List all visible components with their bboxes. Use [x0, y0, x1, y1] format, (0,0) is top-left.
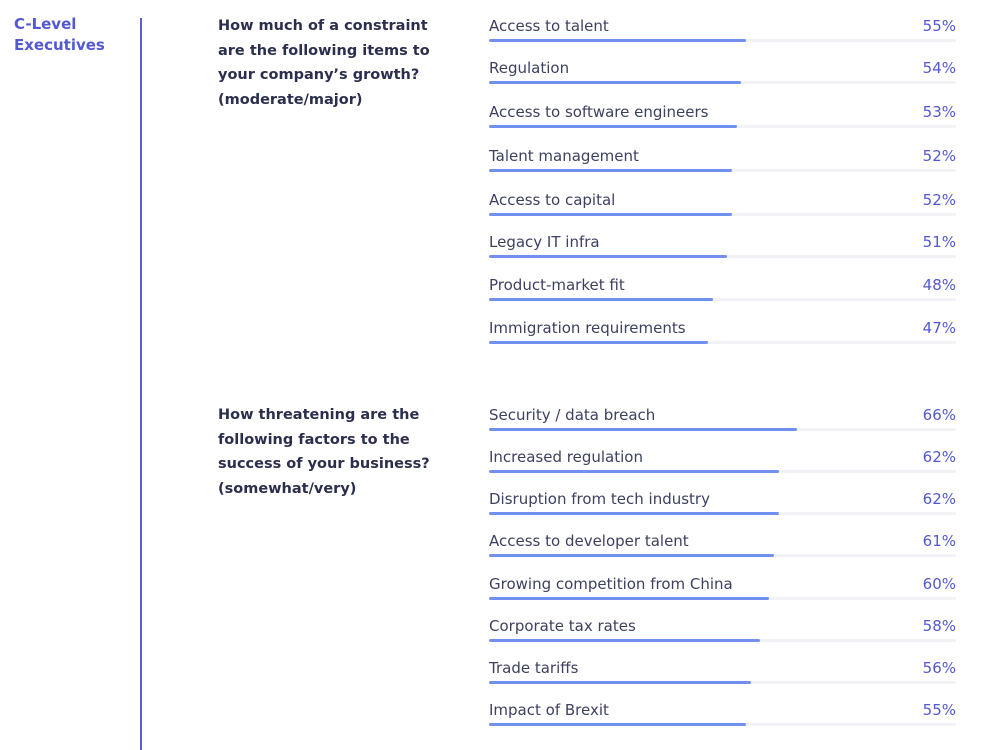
threat-category-label: Growing competition from China — [489, 575, 733, 593]
threat-bar — [489, 681, 751, 684]
constraint-value-label: 52% — [922, 191, 956, 209]
threat-category-label: Trade tariffs — [489, 659, 579, 677]
constraint-row — [489, 102, 956, 144]
threat-row — [489, 447, 956, 489]
constraint-category-label: Access to talent — [489, 17, 609, 35]
constraint-row — [489, 318, 956, 360]
threat-bar — [489, 639, 760, 642]
constraint-category-label: Immigration requirements — [489, 319, 686, 337]
threat-bar — [489, 512, 779, 515]
constraint-bar-track — [489, 298, 956, 301]
threat-category-label: Corporate tax rates — [489, 617, 636, 635]
constraint-bar — [489, 125, 737, 128]
threat-bar — [489, 554, 774, 557]
constraint-category-label: Regulation — [489, 59, 570, 77]
threat-row — [489, 574, 956, 616]
threat-value-label: 60% — [922, 575, 956, 593]
constraint-bar — [489, 81, 741, 84]
constraint-category-label: Talent management — [489, 147, 639, 165]
threat-bar-track — [489, 470, 956, 473]
threat-value-label: 62% — [922, 448, 956, 466]
constraint-bar — [489, 255, 727, 258]
threat-category-label: Access to developer talent — [489, 532, 689, 550]
sidebar-label: C-Level Executives — [14, 15, 105, 54]
constraint-category-label: Product-market fit — [489, 276, 625, 294]
constraint-bar-track — [489, 125, 956, 128]
constraint-bar — [489, 298, 713, 301]
threat-bar — [489, 723, 746, 726]
question-constraints: How much of a constraint are the following items to your company’s growth? (moderate/major) — [218, 18, 430, 108]
threat-row — [489, 700, 956, 742]
constraint-row — [489, 275, 956, 317]
constraint-bar — [489, 213, 732, 216]
constraint-value-label: 52% — [922, 147, 956, 165]
threat-value-label: 56% — [922, 659, 956, 677]
constraint-row — [489, 58, 956, 100]
constraint-row — [489, 190, 956, 232]
threat-bar-track — [489, 597, 956, 600]
threat-category-label: Disruption from tech industry — [489, 490, 710, 508]
constraint-value-label: 51% — [922, 233, 956, 251]
constraint-bar — [489, 341, 708, 344]
threat-bar-track — [489, 554, 956, 557]
constraint-value-label: 47% — [922, 319, 956, 337]
constraint-bar-track — [489, 213, 956, 216]
threat-value-label: 55% — [922, 701, 956, 719]
constraint-value-label: 55% — [922, 17, 956, 35]
constraint-bar-track — [489, 39, 956, 42]
threat-value-label: 66% — [922, 406, 956, 424]
threat-row — [489, 616, 956, 658]
constraint-bar — [489, 169, 732, 172]
constraint-bar-track — [489, 255, 956, 258]
threat-bar — [489, 597, 769, 600]
constraint-bar-track — [489, 81, 956, 84]
threat-bar-track — [489, 512, 956, 515]
question-threats: How threatening are the following factors to the success of your business? (somewhat/very) — [218, 407, 430, 497]
constraint-row — [489, 232, 956, 274]
threat-bar-track — [489, 428, 956, 431]
constraint-value-label: 54% — [922, 59, 956, 77]
threat-bar-track — [489, 681, 956, 684]
threat-bar — [489, 428, 797, 431]
constraint-category-label: Access to capital — [489, 191, 616, 209]
constraint-bar — [489, 39, 746, 42]
constraint-category-label: Legacy IT infra — [489, 233, 600, 251]
constraint-bar-track — [489, 169, 956, 172]
threat-value-label: 58% — [922, 617, 956, 635]
vertical-divider — [140, 18, 142, 750]
threat-row — [489, 531, 956, 573]
threat-row — [489, 405, 956, 447]
constraint-bar-track — [489, 341, 956, 344]
threat-bar — [489, 470, 779, 473]
constraint-value-label: 53% — [922, 103, 956, 121]
threat-row — [489, 489, 956, 531]
threat-row — [489, 658, 956, 700]
constraint-category-label: Access to software engineers — [489, 103, 709, 121]
threat-category-label: Increased regulation — [489, 448, 643, 466]
threat-bar-track — [489, 723, 956, 726]
constraint-row — [489, 146, 956, 188]
constraint-row — [489, 16, 956, 58]
threat-value-label: 62% — [922, 490, 956, 508]
constraint-value-label: 48% — [922, 276, 956, 294]
threat-value-label: 61% — [922, 532, 956, 550]
threat-category-label: Impact of Brexit — [489, 701, 609, 719]
threat-category-label: Security / data breach — [489, 406, 656, 424]
threat-bar-track — [489, 639, 956, 642]
